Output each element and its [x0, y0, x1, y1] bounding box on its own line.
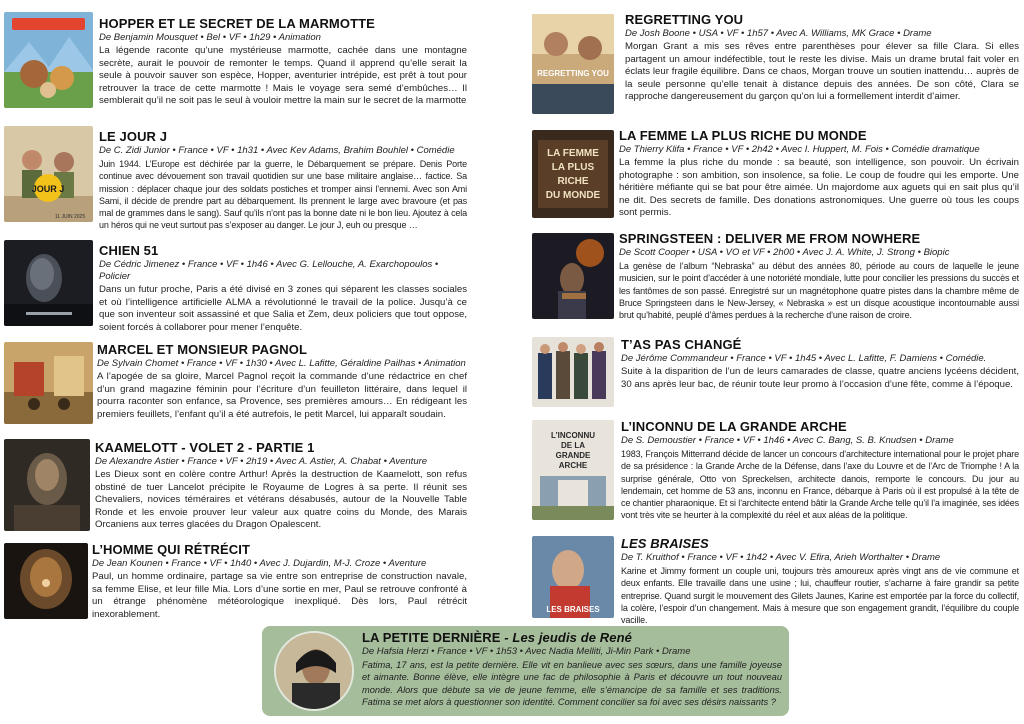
film-title: T’AS PAS CHANGÉ [621, 337, 742, 352]
poster-chien-51 [4, 240, 93, 326]
film-synopsis: Juin 1944. L’Europe est déchirée par la guerre, le Débarquement se prépare. Denis Porte continue avec dévouement son travail quotidien sur une base militaire anglaise… factice. Sa mission : déplacer chaque jour des soldats postiches et tromper ainsi l’ennemi. Avec son Ami Sami, il décide de prendre part au débarquement. Ils prennent le large avec bravoure (et pas mal de grammes dans le sang). Sauf qu’ils n’ont pas la bonne date ni le bon lieu. Ajoutez à cela un héros qui ne veut surtout pas s’exposer au danger. Le jour J, euh ou presque … [99, 159, 467, 231]
poster-le-jour-j [4, 126, 93, 222]
poster-petite-derniere [274, 631, 354, 711]
poster-springsteen [532, 233, 614, 319]
poster-femme-riche [532, 130, 614, 218]
poster-grande-arche [532, 420, 614, 520]
film-meta: De Jean Kounen • France • VF • 1h40 • Avec J. Dujardin, M-J. Croze • Aventure [92, 558, 427, 569]
film-synopsis: A l’apogée de sa gloire, Marcel Pagnol reçoit la commande d’une rédactrice en chef d’un grand magazine féminin pour l’écriture d’un feuilleton littéraire, dans lequel il pourra raconter son enfance, sa Provence, ses premières amours… En rédigeant les premiers feuillets, l’enfant qu’il a été autrefois, le petit Marcel, lui apparaît soudain. [97, 371, 467, 420]
featured-title-main: LA PETITE DERNIÈRE [362, 630, 501, 645]
poster-title: REGRETTING YOU [537, 69, 609, 78]
featured-subtitle: - Les jeudis de René [500, 630, 632, 645]
film-title: LES BRAISES [621, 536, 709, 551]
film-title: SPRINGSTEEN : DELIVER ME FROM NOWHERE [619, 231, 921, 246]
film-synopsis: Paul, un homme ordinaire, partage sa vie entre son entreprise de construction navale, sa femme Elise, et leur fille Mia. Lors d’une sortie en mer, Paul se retrouve confronté à un étrange phénomène météorologique inexpliqué. Dès lors, Paul rétrécit inexorablement. [92, 571, 467, 620]
featured-synopsis: Fatima, 17 ans, est la petite dernière. Elle vit en banlieue avec ses sœurs, dans une famille joyeuse et aimante. Bonne élève, elle intègre une fac de philosophie à Paris et découvre un tout nouveau monde. Alors que débute sa vie de jeune femme, elle s’émancipe de sa famille et ses traditions. Fatima se met alors à questionner son identité. Comment concilier sa foi avec ses désirs naissants ? [362, 660, 782, 708]
film-title: MARCEL ET MONSIEUR PAGNOL [97, 342, 308, 357]
film-synopsis: 1983, François Mitterrand décide de lancer un concours d’architecture international pour le projet phare de sa présidence : la Grande Arche de la Défense, dans l’axe du Louvre et de l’Arc de Triomphe ! A la surprise générale, Otto von Spreckelsen, architecte danois, remporte le concours. Du jour au lendemain, cet homme de 53 ans, inconnu en France, débarque à Paris où il est propulsé à la tête de ce chantier pharaonique. Et si l’architecte entend bâtir la Grande Arche telle qu’il l’a imaginée, ses idées vont très vite se heurter à la complexité du réel et aux aléas de la politique. [621, 449, 1019, 521]
poster-date: 11 JUIN 2025 [54, 214, 86, 220]
film-title: HOPPER ET LE SECRET DE LA MARMOTTE [99, 16, 375, 31]
film-meta: De S. Demoustier • France • VF • 1h46 • Avec C. Bang, S. B. Knudsen • Drame [621, 435, 954, 446]
film-meta: De Sylvain Chomet • France • VF • 1h30 • Avec L. Lafitte, Géraldine Pailhas • Animation [97, 358, 466, 369]
poster-les-braises [532, 536, 614, 618]
film-meta: De Alexandre Astier • France • VF • 2h19 • Avec A. Astier, A. Chabat • Aventure [95, 456, 428, 467]
film-synopsis: Morgan Grant a mis ses rêves entre parenthèses pour élever sa fille Clara. Si elles partagent un amour indéfectible, tout le reste les divise. Mais un drame brutal fait voler en éclats leur fragile équilibre. Dans ce chaos, Morgan trouve un soutien inattendu… auprès de la seule personne qu’elle tenait à distance depuis des années. De son côté, Clara se rapproche dangereusement du garçon qu’on lui a formellement interdit d’aimer. [625, 41, 1019, 103]
film-synopsis: La genèse de l’album “Nebraska” au début des années 80, période au cours de laquelle le jeune musicien, sur le point d’accéder à une notoriété mondiale, lutte pour concilier les pressions du succès et les fantômes de son passé. Enregistré sur un magnétophone quatre pistes dans la chambre même de Bruce Springsteen dans le New-Jersey, « Nebraska » est un disque acoustique incontournable aussi brut qu’habité, peuplé d’âmes perdues à la recherche d’une raison de croire. [619, 261, 1019, 321]
poster-line: DU MONDE [545, 190, 601, 201]
film-meta: De Cédric Jimenez • France • VF • 1h46 • Avec G. Lellouche, A. Exarchopoulos • Policier [99, 259, 439, 282]
poster-line: LA PLUS [551, 162, 595, 173]
film-synopsis: La légende raconte qu’une mystérieuse marmotte, cachée dans une montagne secrète, aurait le pouvoir de remonter le temps. Quand il apprend qu’elle serait la seule à pouvoir sauver son espèce, Hopper, aventurier intrépide, est prêt à tout pour retrouver la trace de cette marmotte ! Mais le voyage sera semé d’embûches… Il semblerait qu’il ne soit pas le seul à vouloir mettre la main sur le secret de la marmotte [99, 45, 467, 107]
featured-meta: De Hafsia Herzi • France • VF • 1h53 • Avec Nadia Melliti, Ji-Min Park • Drame [362, 646, 691, 657]
poster-hopper [4, 12, 93, 108]
poster-line: ARCHE [558, 461, 588, 470]
film-title: REGRETTING YOU [625, 12, 744, 27]
poster-kaamelott [4, 439, 90, 531]
film-synopsis: Dans un futur proche, Paris a été divisé en 3 zones qui séparent les classes sociales et où l’intelligence artificielle ALMA a révolutionné le travail de la police. Jusqu’à ce que son inventeur soit assassiné et que Salia et Zem, deux policiers que tout oppose, soient forcés à collaborer pour mener l’enquête. [99, 284, 467, 333]
poster-line: RICHE [557, 176, 589, 187]
film-title: L’HOMME QUI RÉTRÉCIT [92, 542, 250, 557]
film-synopsis: Les Dieux sont en colère contre Arthur! Après la destruction de Kaamelott, son refus obstiné de tuer Lancelot précipite le Royaume de Logres à sa perte. Il réunit ses Chevaliers, novices téméraires et vétérans désabusés, autour de la Nouvelle Table Ronde et les envoie prouver leur valeur aux quatre coins du Monde, des Marais Orcaniens aux terres glacées du Dragon Opalescent. [95, 469, 467, 531]
film-meta: De C. Zidi Junior • France • VF • 1h31 • Avec Kev Adams, Brahim Bouhlel • Comédie [99, 145, 455, 156]
poster-marcel-pagnol [4, 342, 93, 424]
poster-line: LA FEMME [547, 148, 599, 159]
featured-title [362, 630, 782, 645]
film-synopsis: Suite à la disparition de l’un de leurs camarades de classe, quatre anciens lycéens décident, 30 ans après leur bac, de réunir toute leur promo à l’occasion d’une fête, comme à l’époque. [621, 366, 1019, 390]
film-title: L’INCONNU DE LA GRANDE ARCHE [621, 419, 847, 434]
film-title: KAAMELOTT - VOLET 2 - PARTIE 1 [95, 440, 315, 455]
film-meta: De Scott Cooper • USA • VO et VF • 2h00 • Avec J. A. White, J. Strong • Biopic [619, 247, 950, 258]
poster-homme-retrecit [4, 543, 88, 619]
film-meta: De Josh Boone • USA • VF • 1h57 • Avec A. Williams, MK Grace • Drame [625, 28, 932, 39]
poster-badge: JOUR J [31, 184, 65, 194]
poster-line: L’INCONNU [551, 431, 595, 440]
poster-line: GRANDE [555, 451, 591, 460]
film-title: CHIEN 51 [99, 243, 159, 258]
film-meta: De Jérôme Commandeur • France • VF • 1h45 • Avec L. Lafitte, F. Damiens • Comédie. [621, 353, 987, 364]
poster-regretting-you [532, 14, 614, 114]
poster-title: LES BRAISES [546, 605, 600, 614]
film-title: LA FEMME LA PLUS RICHE DU MONDE [619, 128, 867, 143]
featured-film-box [262, 626, 789, 716]
film-meta: De Benjamin Mousquet • Bel • VF • 1h29 • Animation [99, 32, 321, 43]
film-title: LE JOUR J [99, 129, 168, 144]
poster-line: DE LA [561, 441, 585, 450]
film-synopsis: La femme la plus riche du monde : sa beauté, son intelligence, son pouvoir. Un écrivain photographe : son ambition, son insolence, sa folie. Le coup de foudre qui les emporte. Une héritière méfiante qui se bat pour être aimée. Un majordome aux aguets qui en sait plus qu’il ne dit. Des secrets de famille. Des donations astronomiques. Une guerre où tous les coups sont permis. [619, 157, 1019, 219]
film-meta: De T. Kruithof • France • VF • 1h42 • Avec V. Efira, Arieh Worthalter • Drame [621, 552, 941, 563]
poster-tas-pas-change [532, 337, 614, 407]
film-meta: De Thierry Klifa • France • VF • 2h42 • Avec I. Huppert, M. Fois • Comédie dramatique [619, 144, 980, 155]
film-synopsis: Karine et Jimmy forment un couple uni, toujours très amoureux après vingt ans de vie commune et deux enfants. Elle travaille dans une usine ; lui, chauffeur routier, s’acharne à faire grandir sa petite entreprise. Quand surgit le mouvement des Gilets Jaunes, Karine est emportée par la force du collectif, la colère, l’espoir d’un changement. Mais à mesure que son engagement grandit, l’équilibre du couple vacille. [621, 566, 1019, 626]
